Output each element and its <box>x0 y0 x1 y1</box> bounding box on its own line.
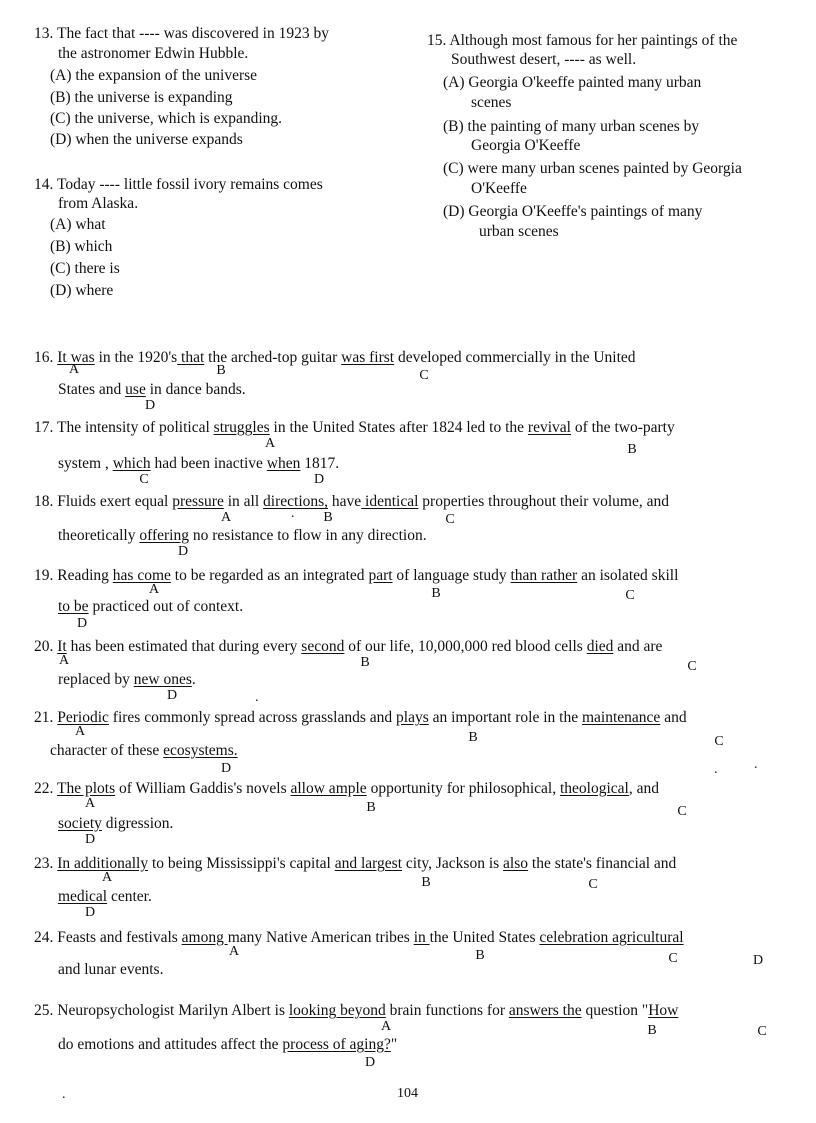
q15-option-c-cont: O'Keeffe <box>471 180 527 197</box>
q22-part-a: The plots <box>56 780 116 797</box>
q17-label-d: D <box>313 472 325 487</box>
q20-part-c: died <box>586 638 614 655</box>
q20-label-c: C <box>687 659 697 674</box>
stray-dot: . <box>291 506 295 521</box>
q16-line2: States and use in dance bands. <box>58 381 246 398</box>
q15-stem: 15. Although most famous for her paintings of the <box>427 32 738 49</box>
q22-label-a: A <box>84 796 96 811</box>
q24-line1: 24. Feasts and festivals among many Native American tribes in the United States celebration agricultural <box>34 929 684 946</box>
q21-part-a: Periodic <box>57 709 109 726</box>
q14-option-a: (A) what <box>50 216 106 233</box>
q13-stem: 13. The fact that ---- was discovered in 1923 by <box>34 25 329 42</box>
q18-label-c: C <box>445 512 455 527</box>
q20-line1: 20. It has been estimated that during every second of our life, 10,000,000 red blood cells died and are <box>34 638 663 655</box>
q14-option-c: (C) there is <box>50 260 120 277</box>
q18-line2: theoretically offering no resistance to flow in any direction. <box>58 527 427 544</box>
q16-label-b: B <box>216 363 226 378</box>
q19-part-a: has come <box>112 567 171 584</box>
q13-option-b: (B) the universe is expanding <box>50 89 233 106</box>
q21-part-d: ecosystems. <box>163 742 238 759</box>
q21-label-c: C <box>714 734 724 749</box>
q18-part-c: identical <box>361 493 419 510</box>
q15-option-c: (C) were many urban scenes painted by Georgia <box>443 160 742 177</box>
q23-part-a: In additionally <box>57 855 149 872</box>
q24-label-d: D <box>752 953 764 968</box>
q17-part-a: struggles <box>213 419 270 436</box>
q17-label-a: A <box>264 436 276 451</box>
q24-label-b: B <box>475 948 485 963</box>
q24-part-c: celebration <box>539 929 613 946</box>
q23-label-b: B <box>421 875 431 890</box>
q18-line1: 18. Fluids exert equal pressure in all directions, have identical properties throughout their volume, and <box>34 493 669 510</box>
q15-stem-cont: Southwest desert, ---- as well. <box>451 51 637 68</box>
q15-option-d: (D) Georgia O'Keeffe's paintings of many <box>443 203 703 220</box>
q15-option-b-cont: Georgia O'Keeffe <box>471 137 581 154</box>
q16-line1: 16. It was in the 1920's that the arched-top guitar was first developed commercially in the United <box>34 349 636 366</box>
q23-label-a: A <box>101 870 113 885</box>
q25-part-a: looking beyond <box>288 1002 386 1019</box>
q19-label-d: D <box>76 616 88 631</box>
q22-label-d: D <box>84 832 96 847</box>
q23-part-c: also <box>503 855 529 872</box>
q17-label-b: B <box>627 442 637 457</box>
q17-part-b: revival <box>527 419 571 436</box>
q16-label-a: A <box>68 362 80 377</box>
q25-part-b: answers the <box>508 1002 582 1019</box>
q23-label-d: D <box>84 905 96 920</box>
q17-label-c: C <box>139 472 149 487</box>
q14-option-d: (D) where <box>50 282 114 299</box>
q25-line1: 25. Neuropsychologist Marilyn Albert is looking beyond brain functions for answers the question "How <box>34 1002 679 1019</box>
q23-part-b: and largest <box>334 855 403 872</box>
q20-part-b: second <box>301 638 345 655</box>
q20-part-d: new ones <box>133 671 192 688</box>
q18-part-d: offering <box>139 527 189 544</box>
q18-part-b: directions, <box>263 493 329 510</box>
q21-label-d: D <box>220 761 232 776</box>
q25-label-b: B <box>647 1023 657 1038</box>
q21-part-b: plays <box>396 709 429 726</box>
q19-part-d: to be <box>58 598 89 615</box>
q21-line1: 21. Periodic fires commonly spread across grasslands and plays an important role in the maintenance and <box>34 709 687 726</box>
q15-option-a-cont: scenes <box>471 94 512 111</box>
q16-part-a: It was <box>57 349 95 366</box>
q20-label-d: D <box>166 688 178 703</box>
q24-label-a: A <box>228 944 240 959</box>
q24-part-b: in <box>413 929 430 946</box>
q17-line1: 17. The intensity of political struggles in the United States after 1824 led to the revival of the two-party <box>34 419 675 436</box>
q16-label-c: C <box>419 368 429 383</box>
q17-part-d: when <box>266 455 301 472</box>
q18-part-a: pressure <box>172 493 224 510</box>
q25-label-c: C <box>757 1024 767 1039</box>
q25-label-d: D <box>364 1055 376 1070</box>
q20-part-a: It <box>57 638 67 655</box>
q22-line2: society digression. <box>58 815 174 832</box>
q20-label-a: A <box>58 653 70 668</box>
q25-part-c: How <box>648 1002 679 1019</box>
q19-line1: 19. Reading has come to be regarded as an integrated part of language study than rather an isolated skill <box>34 567 679 584</box>
q24-label-c: C <box>668 951 678 966</box>
q14-option-b: (B) which <box>50 238 113 255</box>
q19-line2: to be practiced out of context. <box>58 598 244 615</box>
q18-label-a: A <box>220 510 232 525</box>
scan-mark: . <box>714 762 718 777</box>
q14-stem: 14. Today ---- little fossil ivory remains comes <box>34 176 323 193</box>
q19-part-b: part <box>368 567 393 584</box>
q22-label-b: B <box>366 800 376 815</box>
q22-part-c: theological <box>559 780 629 797</box>
q21-part-c: maintenance <box>581 709 661 726</box>
q22-part-d: society <box>58 815 102 832</box>
q13-option-d: (D) when the universe expands <box>50 131 243 148</box>
q22-label-c: C <box>677 804 687 819</box>
q21-label-b: B <box>468 730 478 745</box>
q13-stem-cont: the astronomer Edwin Hubble. <box>58 45 249 62</box>
q19-label-b: B <box>431 586 441 601</box>
scan-mark: . <box>62 1087 66 1102</box>
q24-part-d: agricultural <box>612 929 684 946</box>
q25-line2: do emotions and attitudes affect the process of aging?" <box>58 1036 398 1053</box>
scan-mark: . <box>255 690 259 705</box>
q23-line1: 23. In additionally to being Mississippi's capital and largest city, Jackson is also the state's financial and <box>34 855 677 872</box>
q13-option-a: (A) the expansion of the universe <box>50 67 258 84</box>
q18-label-d: D <box>177 544 189 559</box>
q22-part-b: allow ample <box>290 780 367 797</box>
q20-line2: replaced by new ones. <box>58 671 196 688</box>
q21-label-a: A <box>74 724 86 739</box>
q15-option-b: (B) the painting of many urban scenes by <box>443 118 700 135</box>
q16-part-c: was first <box>341 349 395 366</box>
scan-mark: . <box>754 757 758 772</box>
q24-line2: and lunar events. <box>58 961 164 978</box>
q15-option-a: (A) Georgia O'keeffe painted many urban <box>443 74 702 91</box>
q19-label-c: C <box>625 588 635 603</box>
q18-label-b: B <box>323 510 333 525</box>
q22-line1: 22. The plots of William Gaddis's novels allow ample opportunity for philosophical, theological, and <box>34 780 659 797</box>
q21-line2: character of these ecosystems. <box>50 742 238 759</box>
q13-option-c: (C) the universe, which is expanding. <box>50 110 283 127</box>
q14-stem-cont: from Alaska. <box>58 195 139 212</box>
q16-part-b: that <box>177 349 205 366</box>
q24-part-a: among <box>181 929 228 946</box>
q16-part-d: use <box>125 381 146 398</box>
q19-label-a: A <box>148 582 160 597</box>
q23-line2: medical center. <box>58 888 152 905</box>
q17-part-c: which <box>112 455 151 472</box>
q20-label-b: B <box>360 655 370 670</box>
page-number: 104 <box>397 1086 418 1101</box>
q23-part-d: medical <box>58 888 108 905</box>
q19-part-c: than rather <box>510 567 578 584</box>
q25-part-d: process of aging? <box>282 1036 391 1053</box>
q23-label-c: C <box>588 877 598 892</box>
q17-line2: system , which had been inactive when 1817. <box>58 455 340 472</box>
q15-option-d-cont: urban scenes <box>479 223 559 240</box>
q16-label-d: D <box>144 398 156 413</box>
q25-label-a: A <box>380 1019 392 1034</box>
